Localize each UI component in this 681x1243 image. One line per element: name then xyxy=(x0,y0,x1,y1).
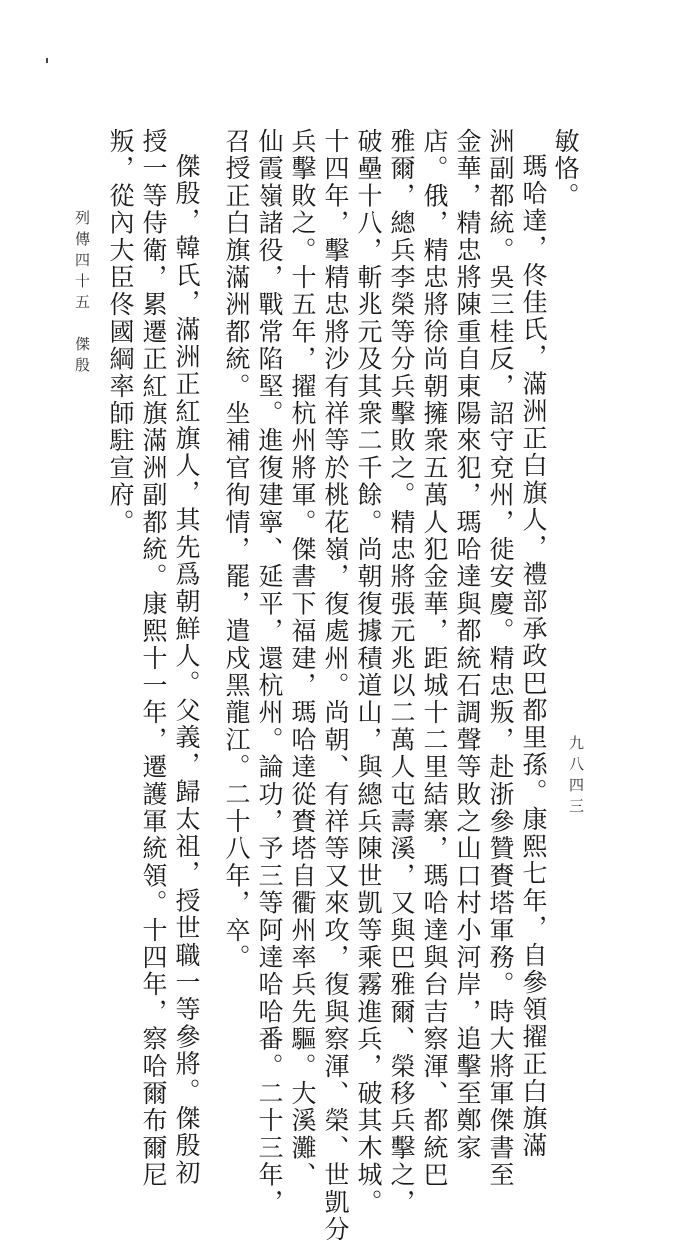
text-column-8: 十四年，擊精忠將沙有祥等於桃花嶺，復處州。尚朝、有祥等又來攻，復與察渾、榮、世凱分 xyxy=(321,128,350,1243)
text-column-11: 召授正白旗滿洲都統。坐補官徇情，罷，遣戍黑龍江。二十八年，卒。 xyxy=(222,128,251,972)
text-column-14: 叛，從內大臣佟國綱率師駐宣府。 xyxy=(106,128,135,536)
page-number: 九八四三 xyxy=(567,735,585,819)
text-column-12: 傑殷，韓氏，滿洲正紅旗人，其先爲朝鮮人。父義，歸太祖，授世職一等參將。傑殷初 xyxy=(172,153,201,1187)
text-column-1: 敏恪。 xyxy=(551,128,580,210)
text-column-9: 兵擊敗之。十五年，擢杭州將軍。傑書下福建，瑪哈達從賚塔自衢州率兵先驅。大溪灘、 xyxy=(288,128,317,1189)
text-column-4: 金華，精忠將陳重自東陽來犯，瑪哈達與都統石調聲等敗之山口村小河岸，追擊至鄭家 xyxy=(453,128,482,1162)
text-column-6: 雅爾，總兵李榮等分兵擊敗之。精忠將張元兆以二萬人屯壽溪，又與巴雅爾、榮移兵擊之， xyxy=(387,128,416,1216)
text-column-13: 授一等侍衛，累遷正紅旗滿洲副都統。康熙十一年，遷護軍統領。十四年，察哈爾布爾尼 xyxy=(139,128,168,1189)
running-head: 列傳四十五 傑殷 xyxy=(73,210,91,378)
text-column-7: 破壘十八，斬兆元及其衆二千餘。尚朝復據積道山，與總兵陳世凱等乘霧進兵，破其木城。 xyxy=(354,128,383,1216)
text-column-3: 洲副都統。吳三桂反，詔守兗州，徙安慶。精忠叛，赴浙參贊賚塔軍務。時大將軍傑書至 xyxy=(486,128,515,1189)
text-column-5: 店。俄，精忠將徐尚朝擁衆五萬人犯金華，距城十二里結寨，瑪哈達與台吉察渾、都統巴 xyxy=(420,128,449,1189)
scan-speck xyxy=(46,58,48,63)
text-column-2: 瑪哈達，佟佳氏，滿洲正白旗人，禮部承政巴都里孫。康熙七年，自參領擢正白旗滿 xyxy=(519,153,548,1160)
text-column-10: 仙霞嶺諸役，戰常陷堅。進復建寧、延平，還杭州。論功，予三等阿達哈哈番。二十三年， xyxy=(255,128,284,1216)
